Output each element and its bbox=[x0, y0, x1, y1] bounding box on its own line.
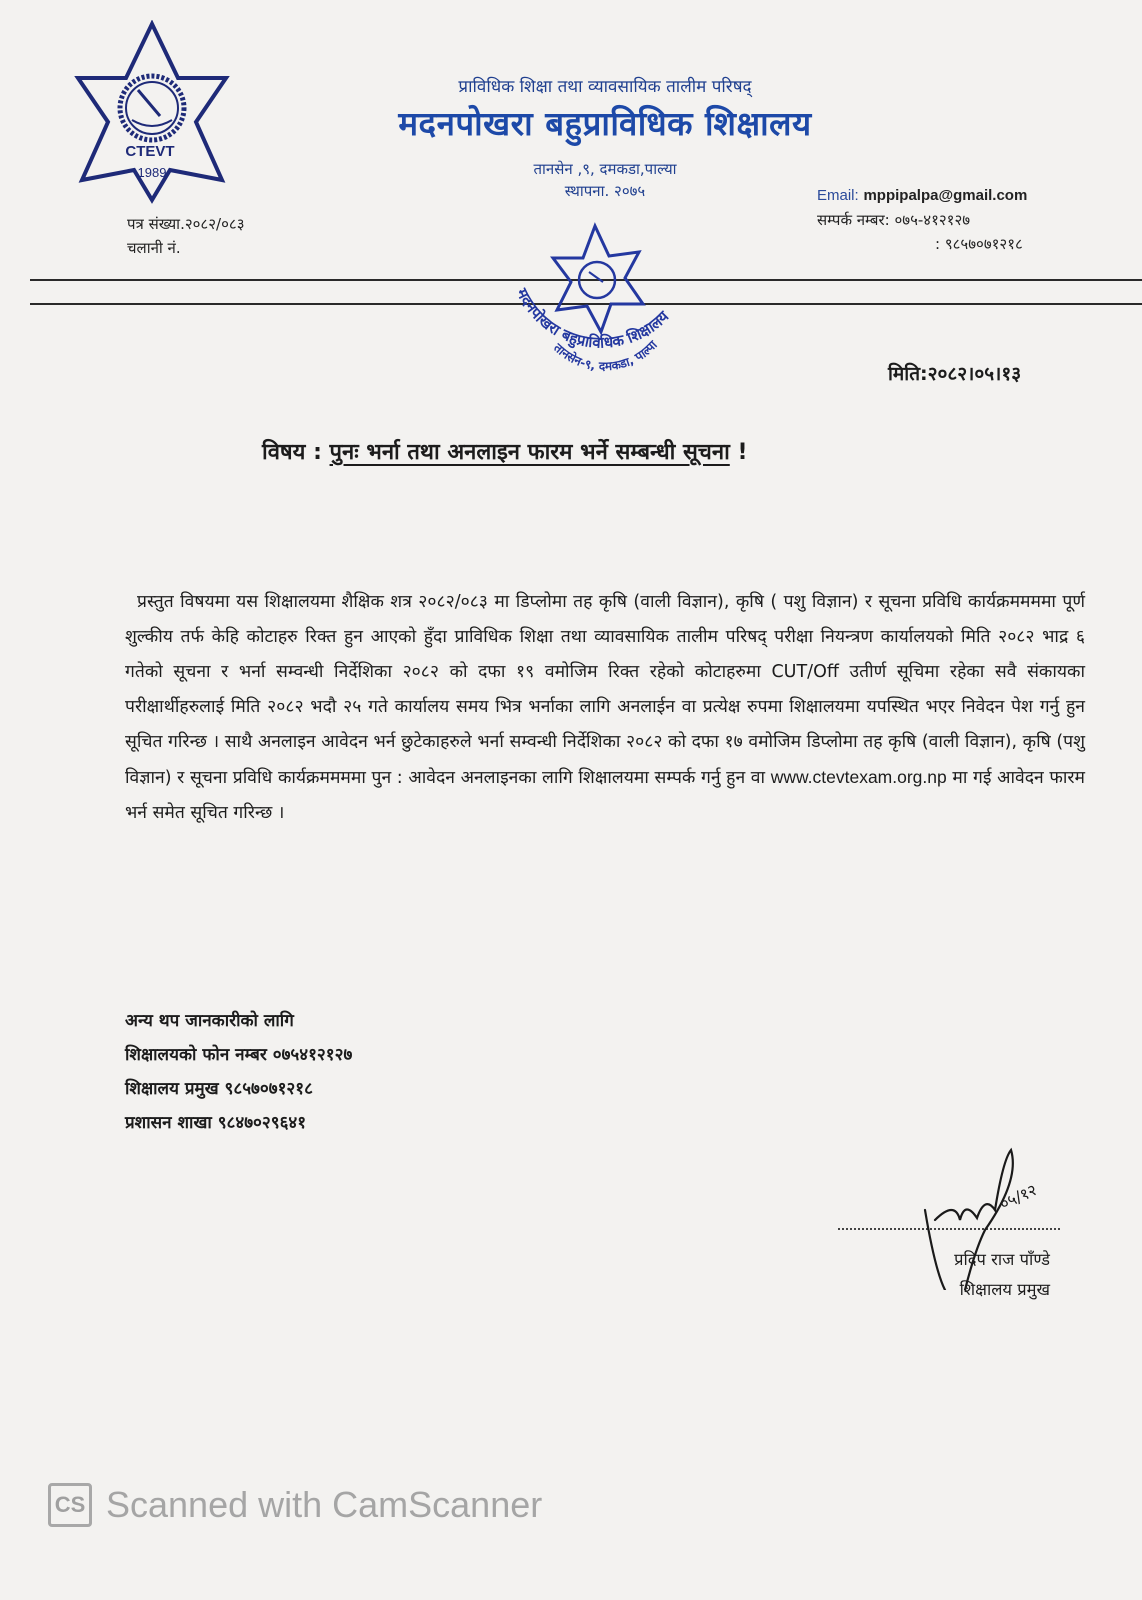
stamp-name-arc: मदनपोखरा बहुप्राविधिक शिक्षालय bbox=[512, 285, 673, 352]
info-label: शिक्षालय प्रमुख bbox=[125, 1079, 225, 1099]
ctevt-logo bbox=[72, 20, 232, 205]
letter-number: पत्र संख्या.२०८२/०८३ bbox=[127, 215, 245, 233]
notice-body-part1: प्रस्तुत विषयमा यस शिक्षालयमा शैक्षिक शत्र २०८२/०८३ मा डिप्लोमा तह कृषि (वाली विज्ञान), कृषि ( पशु विज्ञान) र सूचना प्रविधि कार्यक्रममममा पूर्ण शुल्कीय तर्फ केहि कोटाहरु रिक्त हुन आएको हुँदा प्राविधिक शिक्षा तथा व्यावसायिक तालीम परिषद् परीक्षा नियन्त्रण कार्यालयको मिति २०८२ भाद्र ६ गतेको सूचना र भर्ना सम्वन्धी निर्देशिका २०८२ को दफा १९ वमोजिम रिक्त रहेको कोटाहरुमा CUT/Off उतीर्ण सूचिमा रहेका सवै संकायका परीक्षार्थीहरुलाई मिति २०८२ भदौ २५ गते कार्यालय समय भित्र भर्नाका लागि अनलाईन वा प्रत्येक्ष रुपमा शिक्षालयमा यपस्थित भएर निवेदन पेश गर्नु हुन सूचित गरिन्छ । साथै अनलाइन आवेदन भर्न छुटेकाहरुले भर्ना सम्वन्धी निर्देशिका २०८२ को दफा १७ वमोजिम डिप्लोमा तह कृषि (वाली विज्ञान), कृषि (पशु विज्ञान) र सूचना प्रविधि कार्यक्रममममा पुन : आवेदन अनलाइनका लागि शिक्षालयमा सम्पर्क गर्नु हुन वा bbox=[125, 592, 1085, 788]
notice-body-part2: मा गई आवेदन फारम भर्न समेत सूचित गरिन्छ । bbox=[125, 768, 1085, 823]
logo-year: 1989 bbox=[137, 165, 167, 180]
letter-date: मिति:२०८२।०५।१३ bbox=[888, 363, 1022, 385]
contact-info-block bbox=[125, 1004, 352, 1140]
subject-label: विषय : bbox=[262, 440, 322, 465]
exam-website-link[interactable]: www.ctevtexam.org.np bbox=[770, 767, 947, 787]
contact-block bbox=[817, 183, 1027, 256]
logo-acronym: CTEVT bbox=[125, 143, 175, 160]
school-name: मदनपोखरा बहुप्राविधिक शिक्षालय bbox=[398, 104, 812, 143]
subject-text: पुनः भर्ना तथा अनलाइन फारम भर्ने सम्बन्धी सूचना bbox=[329, 440, 730, 465]
info-line bbox=[125, 1106, 352, 1140]
info-line bbox=[125, 1038, 352, 1072]
notice-body bbox=[125, 585, 1085, 831]
camscanner-logo-icon: CS bbox=[48, 1483, 92, 1527]
contact-phone-2: : ९८५७०७१२१८ bbox=[935, 235, 1023, 253]
established-year: स्थापना. २०७५ bbox=[564, 182, 646, 200]
info-value: ०७५४१२१२७ bbox=[272, 1045, 353, 1065]
signatory-name: प्रदिप राज पाँण्डे bbox=[954, 1250, 1050, 1269]
camscanner-watermark bbox=[48, 1483, 542, 1527]
info-value: ९८५७०७१२१८ bbox=[224, 1079, 313, 1099]
email-label: Email: bbox=[817, 187, 859, 204]
contact-phone-1: ०७५-४१२१२७ bbox=[894, 211, 971, 229]
school-address: तानसेन ,९, दमकडा,पाल्या bbox=[533, 160, 677, 178]
dispatch-number: चलानी नं. bbox=[127, 239, 181, 257]
signature-date: ०५/१२ bbox=[996, 1180, 1040, 1214]
signatory-block bbox=[880, 1245, 1050, 1305]
contact-label: सम्पर्क नम्बर: bbox=[817, 211, 890, 229]
info-heading: अन्य थप जानकारीको लागि bbox=[125, 1011, 294, 1031]
school-address-block bbox=[345, 158, 865, 202]
subject-suffix: ! bbox=[729, 440, 748, 465]
reference-block bbox=[127, 212, 245, 260]
info-line bbox=[125, 1072, 352, 1106]
stamp-address-arc: तानसेन-९, दमकडा, पाल्पा bbox=[551, 337, 660, 374]
signatory-title: शिक्षालय प्रमुख bbox=[959, 1280, 1050, 1299]
info-value: ९८४७०२९६४१ bbox=[217, 1113, 307, 1133]
council-name: प्राविधिक शिक्षा तथा व्यावसायिक तालीम परिषद् bbox=[458, 77, 752, 97]
camscanner-text: Scanned with CamScanner bbox=[106, 1484, 543, 1525]
info-label: प्रशासन शाखा bbox=[125, 1113, 212, 1133]
info-label: शिक्षालयको फोन नम्बर bbox=[125, 1045, 267, 1065]
office-stamp bbox=[505, 220, 705, 380]
email-address: mppipalpa@gmail.com bbox=[863, 187, 1028, 204]
subject-line bbox=[262, 436, 747, 466]
